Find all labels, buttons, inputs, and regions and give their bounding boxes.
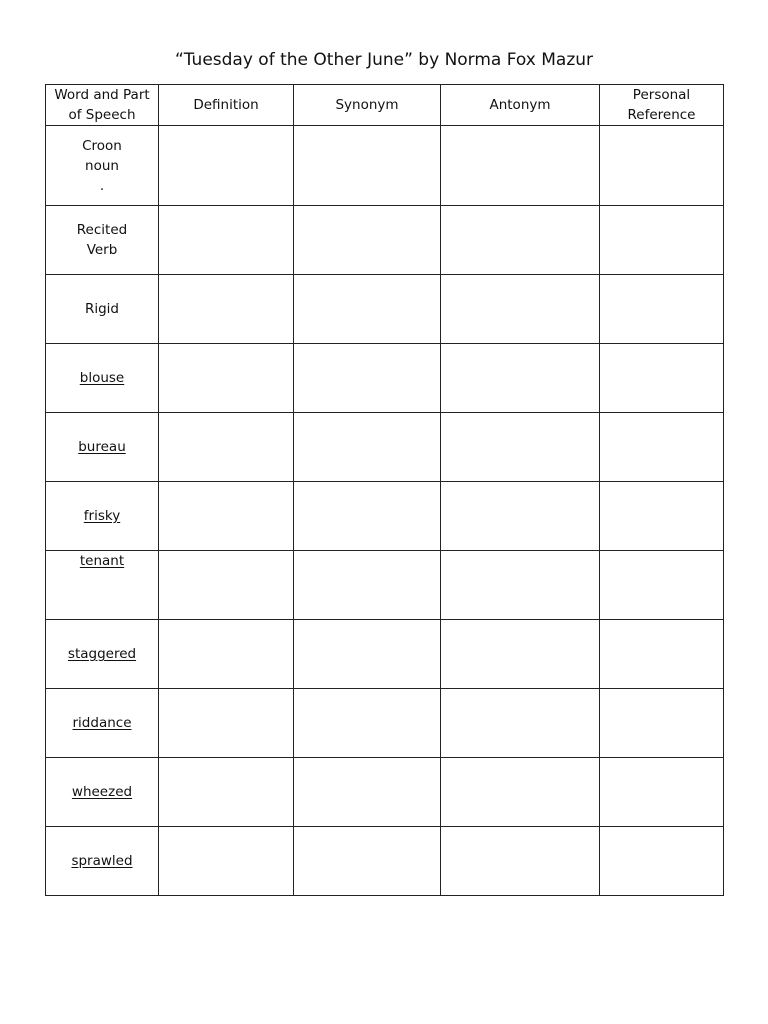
word-text: frisky <box>83 508 121 524</box>
table-row <box>46 413 724 482</box>
header-word-line2: of Speech <box>68 107 136 123</box>
table-row <box>46 758 724 827</box>
word-text: staggered <box>67 646 137 662</box>
definition-cell[interactable] <box>159 206 294 275</box>
word-note-text: . <box>99 177 105 194</box>
word-cell <box>46 206 159 275</box>
synonym-cell[interactable] <box>294 827 441 896</box>
definition-cell[interactable] <box>159 126 294 206</box>
word-cell <box>46 413 159 482</box>
word-cell <box>46 620 159 689</box>
antonym-cell[interactable] <box>441 275 600 344</box>
synonym-cell[interactable] <box>294 206 441 275</box>
table-header-row <box>46 85 724 126</box>
table-row <box>46 827 724 896</box>
part-of-speech-text: noun <box>85 157 119 174</box>
vocabulary-table <box>45 84 724 896</box>
word-cell <box>46 126 159 206</box>
header-word-line1: Word and Part <box>54 87 150 103</box>
word-cell <box>46 758 159 827</box>
personal-reference-cell[interactable] <box>600 551 724 620</box>
antonym-cell[interactable] <box>441 689 600 758</box>
antonym-cell[interactable] <box>441 551 600 620</box>
word-cell <box>46 551 159 620</box>
synonym-cell[interactable] <box>294 275 441 344</box>
personal-reference-cell[interactable] <box>600 689 724 758</box>
antonym-cell[interactable] <box>441 344 600 413</box>
synonym-cell[interactable] <box>294 482 441 551</box>
header-personal-line2: Reference <box>627 107 696 123</box>
synonym-cell[interactable] <box>294 413 441 482</box>
personal-reference-cell[interactable] <box>600 758 724 827</box>
word-text: sprawled <box>71 853 133 869</box>
table-row <box>46 344 724 413</box>
table-row <box>46 689 724 758</box>
header-word-and-part-of-speech <box>46 85 159 126</box>
table-row <box>46 551 724 620</box>
synonym-cell[interactable] <box>294 689 441 758</box>
synonym-cell[interactable] <box>294 551 441 620</box>
word-cell <box>46 275 159 344</box>
antonym-cell[interactable] <box>441 758 600 827</box>
personal-reference-cell[interactable] <box>600 482 724 551</box>
definition-cell[interactable] <box>159 344 294 413</box>
table-row <box>46 206 724 275</box>
personal-reference-cell[interactable] <box>600 827 724 896</box>
antonym-cell[interactable] <box>441 413 600 482</box>
antonym-cell[interactable] <box>441 206 600 275</box>
antonym-cell[interactable] <box>441 827 600 896</box>
word-text: bureau <box>78 439 126 455</box>
word-text: wheezed <box>71 784 133 800</box>
word-text: Recited <box>76 222 128 238</box>
synonym-cell[interactable] <box>294 620 441 689</box>
definition-cell[interactable] <box>159 551 294 620</box>
word-cell <box>46 344 159 413</box>
document-title: “Tuesday of the Other June” by Norma Fox Mazur <box>174 50 594 70</box>
definition-cell[interactable] <box>159 482 294 551</box>
definition-cell[interactable] <box>159 275 294 344</box>
synonym-cell[interactable] <box>294 126 441 206</box>
definition-cell[interactable] <box>159 827 294 896</box>
word-cell <box>46 689 159 758</box>
definition-cell[interactable] <box>159 758 294 827</box>
personal-reference-cell[interactable] <box>600 126 724 206</box>
personal-reference-cell[interactable] <box>600 413 724 482</box>
definition-cell[interactable] <box>159 689 294 758</box>
word-text: Croon <box>82 137 122 154</box>
header-definition: Definition <box>159 85 294 126</box>
table-row <box>46 275 724 344</box>
synonym-cell[interactable] <box>294 758 441 827</box>
synonym-cell[interactable] <box>294 344 441 413</box>
word-text: blouse <box>79 370 125 386</box>
personal-reference-cell[interactable] <box>600 620 724 689</box>
header-antonym: Antonym <box>441 85 600 126</box>
antonym-cell[interactable] <box>441 482 600 551</box>
antonym-cell[interactable] <box>441 126 600 206</box>
word-text: Rigid <box>84 301 120 317</box>
word-text: riddance <box>72 715 132 731</box>
word-text: tenant <box>79 553 125 569</box>
header-personal-reference <box>600 85 724 126</box>
definition-cell[interactable] <box>159 620 294 689</box>
word-cell <box>46 482 159 551</box>
personal-reference-cell[interactable] <box>600 275 724 344</box>
header-personal-line1: Personal <box>632 87 691 103</box>
definition-cell[interactable] <box>159 413 294 482</box>
table-row <box>46 620 724 689</box>
personal-reference-cell[interactable] <box>600 206 724 275</box>
part-of-speech-text: Verb <box>86 242 118 258</box>
word-cell <box>46 827 159 896</box>
table-row <box>46 126 724 206</box>
table-row <box>46 482 724 551</box>
personal-reference-cell[interactable] <box>600 344 724 413</box>
antonym-cell[interactable] <box>441 620 600 689</box>
header-synonym: Synonym <box>294 85 441 126</box>
